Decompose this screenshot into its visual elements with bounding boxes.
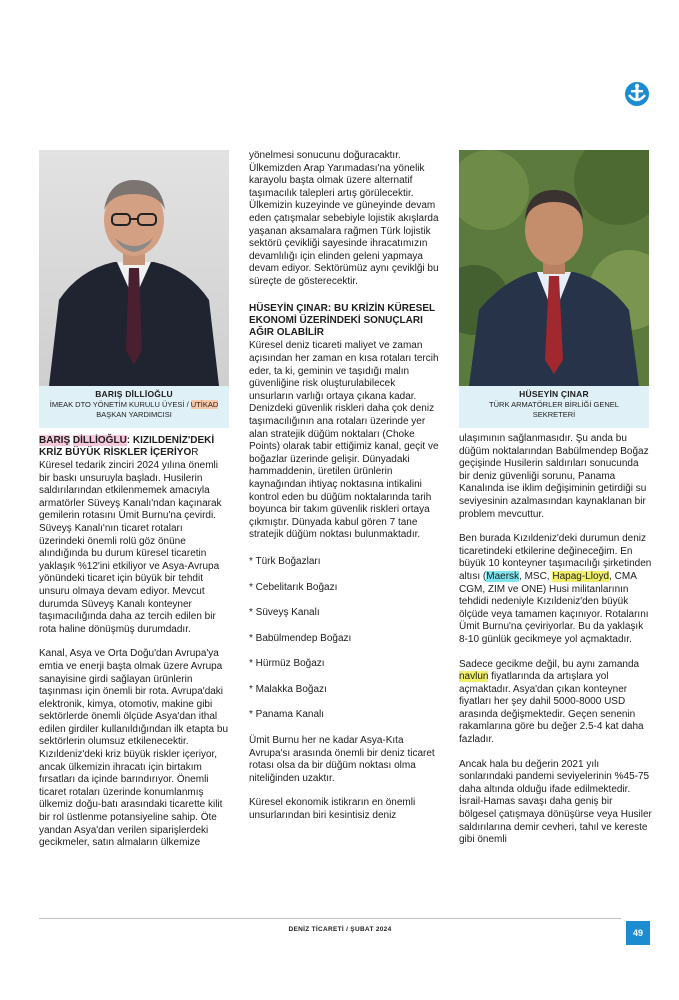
paragraph-text: Ben burada Kızıldeniz'deki durumun deniz ticaretindeki etkilerine değineceğim. En büyük 10 konteyner taşımacılığı şirketinden altısı ( [459, 533, 652, 582]
paragraph: Küresel tedarik zinciri 2024 yılına önemli bir baskı unsuruyla başladı. Husilerin saldırılarından etkilenmemek amacıyla armatörler Süveyş Kanalı'ndan kaçınarak gemilerin rotasını Ümit Burnu'na çevirdi. Süveyş Kanalı'nın ticaret rotaları üzerindeki önemli rolü göz önüne alındığında bu durum küresel ticaretin yaklaşık %12'ini etkiliyor ve Asya-Avrupa yönündeki ticaret için büyük bir tehdit unsuru olmaya devam ediyor. Mevcut durumda Süveyş Kanalı konteyner taşımacılığında daha az tercih edilen bir rota haline dönüşmüş durumdadır. [39, 460, 222, 635]
highlighted-text: BARIŞ [39, 435, 71, 446]
photo-caption-baris-dillioglu [39, 386, 229, 428]
paragraph-text: , MSC, [519, 570, 553, 582]
paragraph: Ümit Burnu her ne kadar Asya-Kıta Avrupa'sı arasında önemli bir deniz ticaret rotası olsa da bir düğüm noktası olma niteliğinden uzaktır. [249, 735, 435, 784]
footer-divider [39, 918, 621, 919]
person-title [459, 400, 649, 420]
paragraph-text: Sadece gecikme değil, bu aynı zamanda [459, 658, 640, 670]
portrait-photo-huseyin-cinar [459, 150, 649, 386]
highlighted-text: Maersk [486, 570, 520, 582]
photo-caption-huseyin-cinar [459, 386, 649, 428]
list-item: * Malakka Boğazı [249, 683, 327, 695]
article-column-3 [459, 433, 652, 859]
article-column-1 [39, 435, 229, 862]
person-title-part: TÜRK ARMATÖRLER BİRLİĞİ GENEL [489, 400, 619, 409]
paragraph: yönelmesi sonucunu doğuracaktır. Ülkemizden Arap Yarımadası'na yönelik karayolu başta olmak üzere alternatif taşımacılık talepleri artış görülecektir. Ülkemizin kuzeyinde ve güneyinde devam eden çatışmalar sebebiyle lojistik akışlarda yaşanan aksamalara rağmen Türk lojistik sektörü çevikliği sayesinde ihracatımızın devamlılığı için elinden geleni yapmaya devam ediyor. Sektörümüz aynı çeviklği bu süreçte de gösterecektir. [249, 150, 439, 287]
person-title-part: SEKRETERİ [532, 410, 576, 419]
portrait-photo-baris-dillioglu [39, 150, 229, 386]
list-item: * Hürmüz Boğazı [249, 658, 325, 670]
page-number: 49 [626, 921, 650, 945]
list-item: * Panama Kanalı [249, 709, 325, 721]
paragraph [459, 659, 652, 747]
highlighted-text: UTİKAD [190, 400, 219, 409]
paragraph [459, 533, 652, 646]
person-title-part: İMEAK DTO YÖNETİM KURULU ÜYESİ / [49, 400, 191, 409]
heading-text: : KIZILDENİZ'DEKİ KRİZ BÜYÜK RİSKLER İÇERİYO [39, 435, 215, 458]
highlighted-text: Hapag-Lloyd [552, 570, 610, 582]
highlighted-text: DİLLİOĞLU [72, 435, 127, 446]
list-item: * Türk Boğazları [249, 555, 321, 567]
paragraph-text: , CMA CGM, ZIM ve ONE) Husi militanlarının tehdidi nedeniyle Kızıldeniz'den büyük ölçüde veya tamamen kaçınıyor. Rotalarını Ümit Burnu'na çeviriyorlar. Bu da yaklaşık 8-10 günlük gecikmeye yol açmaktadır. [459, 570, 649, 645]
article-column-2 [249, 150, 441, 835]
person-title-part: BAŞKAN YARDIMCISI [96, 410, 172, 419]
heading-text: R [191, 447, 199, 458]
list-item: * Cebelitarık Boğazı [249, 581, 338, 593]
paragraph: ulaşımının sağlanmasıdır. Şu anda bu düğüm noktalarından Babülmendep Boğaz geçişinde Husilerin saldırıları sonucunda bir deniz güvenliği sorunu, Panama Kanalında ise iklim değişiminin getirdiği su seviyesinin azalmasından kaynaklanan bir problem mevcuttur. [459, 433, 649, 520]
person-name: BARIŞ DİLLİOĞLU [95, 389, 173, 399]
anchor-logo-icon [624, 81, 650, 107]
list-item: * Süveyş Kanalı [249, 607, 320, 619]
highlighted-text: navlun [459, 671, 489, 683]
section-heading-baris [39, 435, 229, 459]
person-name: HÜSEYİN ÇINAR [519, 389, 589, 399]
list-item: * Babülmendep Boğazı [249, 632, 352, 644]
section-heading-huseyin: HÜSEYİN ÇINAR: BU KRİZİN KÜRESEL EKONOMİ ÜZERİNDEKİ SONUÇLARI AĞIR OLABİLİR [249, 302, 435, 339]
paragraph: Küresel ekonomik istikrarın en önemli unsurlarından biri kesintisiz deniz [249, 797, 416, 822]
person-title [39, 400, 229, 420]
footer-publication: DENİZ TİCARETİ / ŞUBAT 2024 [288, 926, 392, 933]
paragraph: Ancak hala bu değerin 2021 yılı sonlarındaki pandemi seviyelerinin %45-75 daha altında olduğu ifade edilmektedir. İsrail-Hamas savaşı daha geniş bir bölgesel çatışmaya dönüşürse veya Husiler saldırılarına demir cevheri, tahıl ve kereste gibi önemli [459, 758, 652, 846]
paragraph: Küresel deniz ticareti maliyet ve zaman açısından her zaman en kısa rotaları tercih eder, ta ki, geminin ve taşıdığı malın güvenliğine risk oluşturulabilecek unsurların varlığı ortaya çıkana kadar. Denizdeki güvenlik riskleri daha çok deniz taşımacılığının ana rotaları üzerinde yer alan stratejik düğüm noktaları (Choke Points) olarak tabir ettiğimiz kanal, geçit ve boğazlar üzerinde gelişir. Dünyadaki hammaddenin, üretilen ürünlerin kaynağından ihtiyaç noktasına intikalini kontrol eden bu düğüm noktalarında tarih boyunca bir takım güvenlik riskleri ortaya çıkmıştır. Dünyada kabul gören 7 tane stratejik düğüm noktası bulunmaktadır. [249, 340, 439, 541]
paragraph-text: fiyatlarında da artışlara yol açmaktadır. Asya'dan çıkan konteyner fiyatları her şey dahil 5000-8000 USD arasında değişmektedir. Geçen senenin rakamlarına göre bu değer 2.5-4 kat daha fazladır. [459, 671, 644, 746]
paragraph: Kanal, Asya ve Orta Doğu'dan Avrupa'ya emtia ve enerji başta olmak üzere Avrupa sanayisine girdi sağlayan ürünlerin taşınması için önemli bir rota. Avrupa'daki elektronik, kimya, otomotiv, makine gibi sektörlerde önemli ölçüde Asya'dan ithal edilen girdiler kullanıldığından ilk etapta bu sektörlerin olumsuz etkilenecektir. Kızıldeniz'deki kriz büyük riskler içeriyor, ancak ülkemizin ihracatı için birtakım fırsatları da içinde barındırıyor. Önemli ticaret rotaları üzerinde konumlanmış ülkemiz doğu-batı arasındaki ticarette kilit bir rol üstlenme potansiyeline sahip. Öte yandan Asya'dan verilen siparişlerdeki gecikmeler, satın almaların ülkemize [39, 648, 229, 849]
